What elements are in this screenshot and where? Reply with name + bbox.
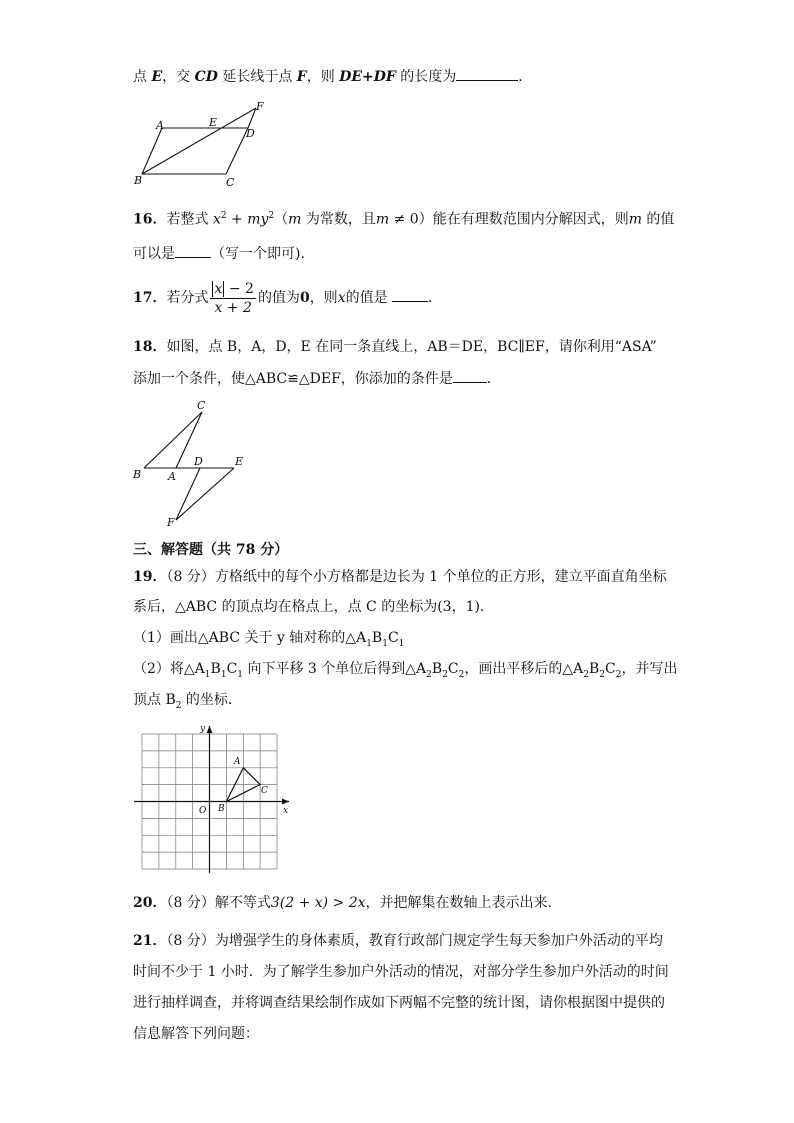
label-E: E: [235, 455, 244, 468]
point-b-label: B: [218, 804, 225, 814]
q20-line: 20．（8 分）解不等式3(2 + x) > 2x，并把解集在数轴上表示出来.: [133, 895, 552, 911]
q21-line1: 21．（8 分）为增强学生的身体素质，教育行政部门规定学生每天参加户外活动的平均: [133, 933, 663, 949]
label-B: B: [133, 468, 142, 481]
section-heading: 三、解答题（共 78 分）: [133, 542, 289, 558]
point-a-label: A: [234, 757, 241, 767]
q19-line1: 19．（8 分）方格纸中的每个小方格都是边长为 1 个单位的正方形，建立平面直角坐标: [133, 569, 667, 585]
origin-label: O: [199, 806, 207, 816]
point-c-label: C: [261, 786, 268, 796]
q18-line2: 添加一个条件，使△ABC≌△DEF，你添加的条件是 ．: [133, 368, 501, 389]
label-A: A: [168, 470, 176, 483]
q21-line2: 时间不少于 1 小时．为了解学生参加户外活动的情况，对部分学生参加户外活动的时间: [133, 964, 669, 980]
label-F: F: [256, 100, 264, 113]
label-F: F: [167, 516, 175, 529]
answer-blank: [175, 243, 211, 258]
label-E: E: [209, 116, 218, 129]
q21-line3: 进行抽样调查，并将调查结果绘制作成如下两幅不完整的统计图，请你根据图中提供的: [133, 995, 665, 1011]
q19-line2: 系后，△ABC 的顶点均在格点上，点 C 的坐标为(3，1)．: [133, 599, 494, 615]
parallelogram-figure: [130, 98, 280, 190]
axis-y-label: y: [200, 724, 206, 734]
answer-blank: [456, 66, 518, 81]
axis-x-label: x: [283, 806, 289, 816]
label-C: C: [197, 399, 206, 412]
label-A: A: [156, 119, 164, 132]
label-D: D: [246, 127, 255, 140]
answer-blank: [392, 287, 428, 302]
triangles-figure: [130, 396, 260, 532]
label-B: B: [134, 174, 143, 187]
q16-line2: 可以是 （写一个即可).: [133, 243, 305, 264]
label-D: D: [194, 455, 203, 468]
label-C: C: [226, 176, 235, 189]
q16-line1: 16．若整式 $x^2 + my^2(m$ 为常数，且m ≠ 0）能在有理数范围内分解因式，则m 的值: [133, 211, 675, 228]
q21-line4: 信息解答下列问题：: [133, 1026, 259, 1042]
q19-sub1: （1）画出△ABC 关于 y 轴对称的$\triangle A_1B_1C_1$: [133, 630, 405, 649]
coordinate-grid: [130, 722, 295, 874]
q15-tail-line: 点 E，交 CD 延长线于点 F，则 DE+DF 的长度为 ．: [133, 66, 532, 87]
q19-sub2-line2: 顶点 $B_2$ 的坐标．: [133, 692, 242, 711]
fraction: $\frac{x - 2}{x + 2}$: [210, 280, 255, 317]
answer-blank: [453, 368, 487, 383]
q17-line: 17．若分式 $\frac{x - 2}{x + 2}$ 的值为0，则x的值是 ．: [133, 280, 443, 316]
q19-sub2: （2）将$\triangle A_1B_1C_1$ 向下平移 3 个单位后得到$\triangle A_2B_2C_2$，画出平移后的$\triangle A_2B_2C_2$，并写出: [133, 661, 678, 680]
q18-line1: 18．如图，点 B，A，D，E 在同一条直线上，AB＝DE，BC∥EF，请你利用“ASA”: [133, 339, 657, 355]
